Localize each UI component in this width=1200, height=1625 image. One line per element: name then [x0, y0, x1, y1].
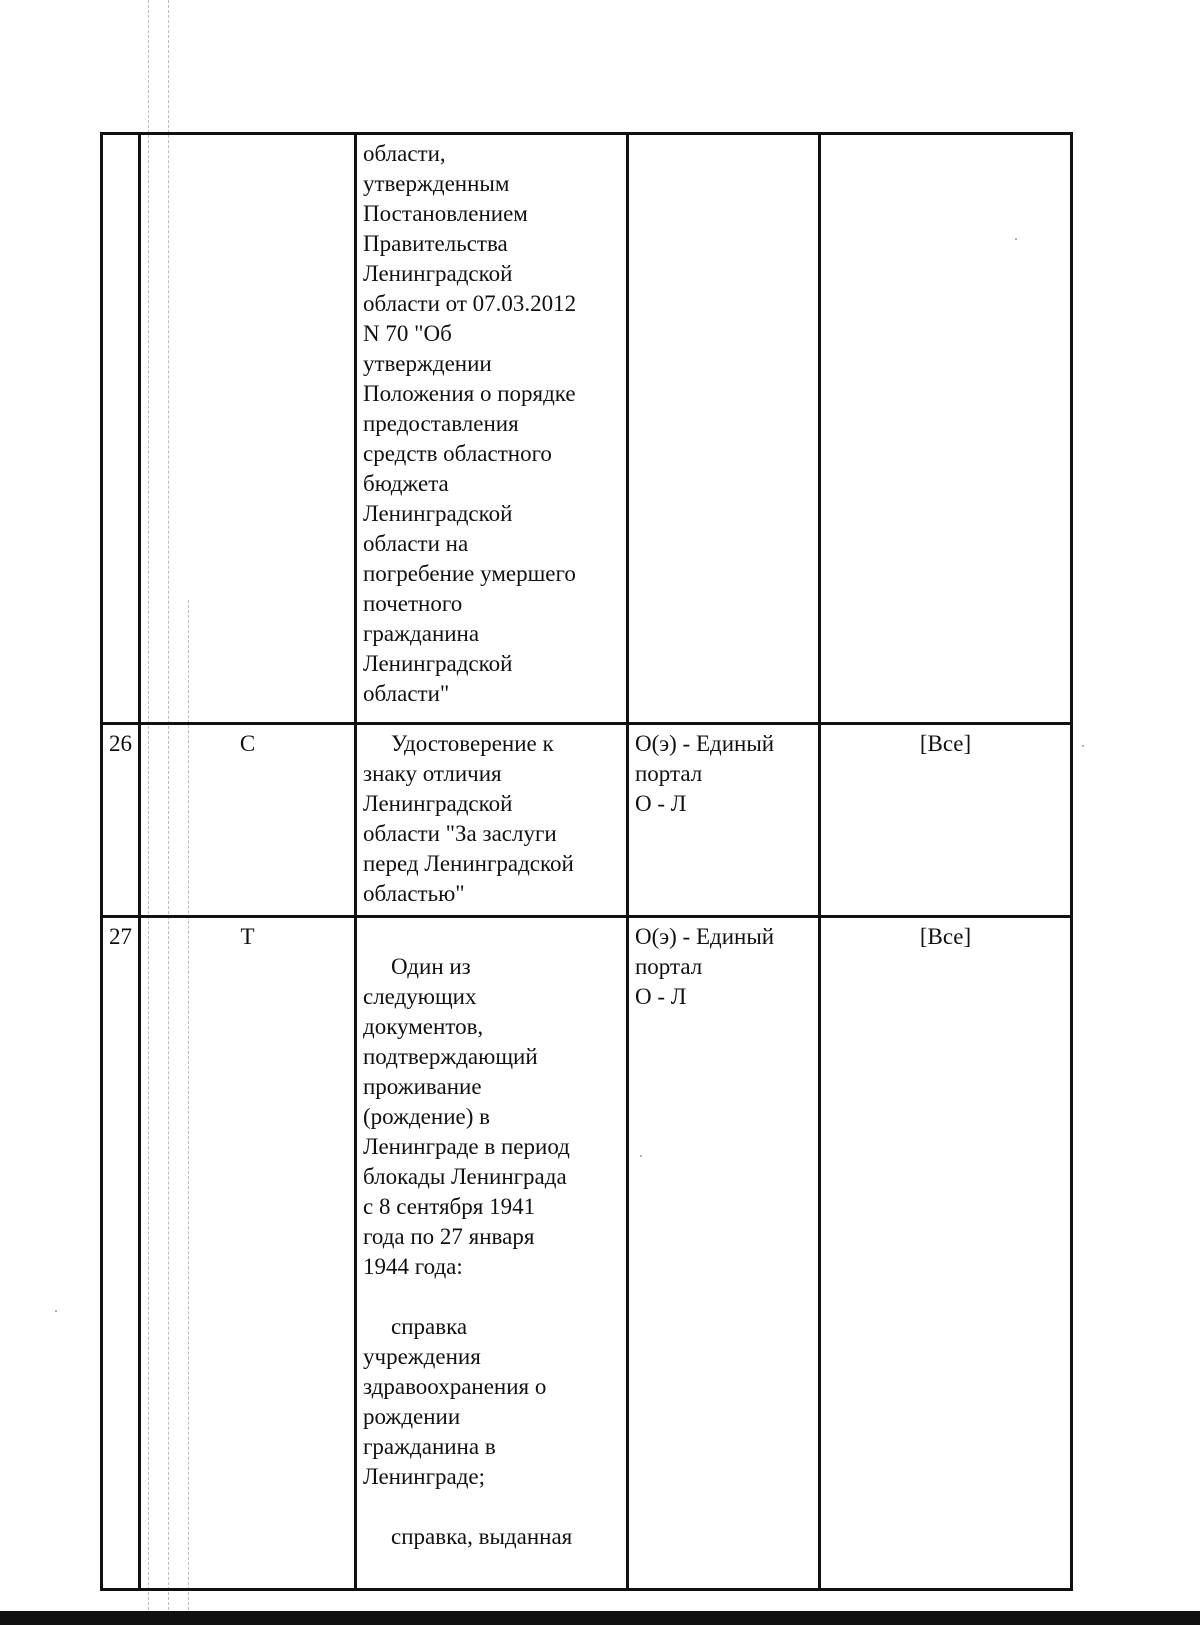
scan-bottom-edge [0, 1611, 1200, 1625]
row-letter-cell: С [140, 724, 356, 917]
applicants-cell [820, 134, 1072, 724]
table-row [102, 134, 1072, 724]
document-source-cell: О(э) - Единый портал О - Л [628, 917, 820, 1590]
description-paragraph: Один из следующих документов, подтверждающий проживание (рождение) в Ленинграде в период блокады Ленинграда с 8 сентября 1941 года по 27 января 1944 года: [363, 954, 570, 1279]
document-source-cell [628, 134, 820, 724]
table-row [102, 724, 1072, 917]
document-description-cell: области, утвержденным Постановлением Правительства Ленинградской области от 07.03.2012 N 70 "Об утверждении Положения о порядке предоставления средств областного бюджета Ленинградской области на погребение умершего почетного гражданина Ленинградской области" [356, 134, 628, 724]
scan-speck [55, 1310, 57, 1312]
row-letter-cell: Т [140, 917, 356, 1590]
scan-speck [1082, 745, 1084, 747]
table-row [102, 917, 1072, 1590]
document-description-cell [356, 724, 628, 917]
document-description-cell [356, 917, 628, 1590]
description-paragraph: справка, выданная [391, 1524, 573, 1549]
applicants-cell: [Все] [820, 724, 1072, 917]
description-paragraph: справка учреждения здравоохранения о рождении гражданина в Ленинграде; [363, 1314, 547, 1489]
row-letter-cell [140, 134, 356, 724]
document-source-cell: О(э) - Единый портал О - Л [628, 724, 820, 917]
applicants-cell: [Все] [820, 917, 1072, 1590]
description-paragraph: Удостоверение к знаку отличия Ленинградской области "За заслуги перед Ленинградской областью" [363, 731, 574, 906]
documents-table [100, 132, 1073, 1591]
row-number-cell: 27 [102, 917, 140, 1590]
row-number-cell: 26 [102, 724, 140, 917]
row-number-cell [102, 134, 140, 724]
